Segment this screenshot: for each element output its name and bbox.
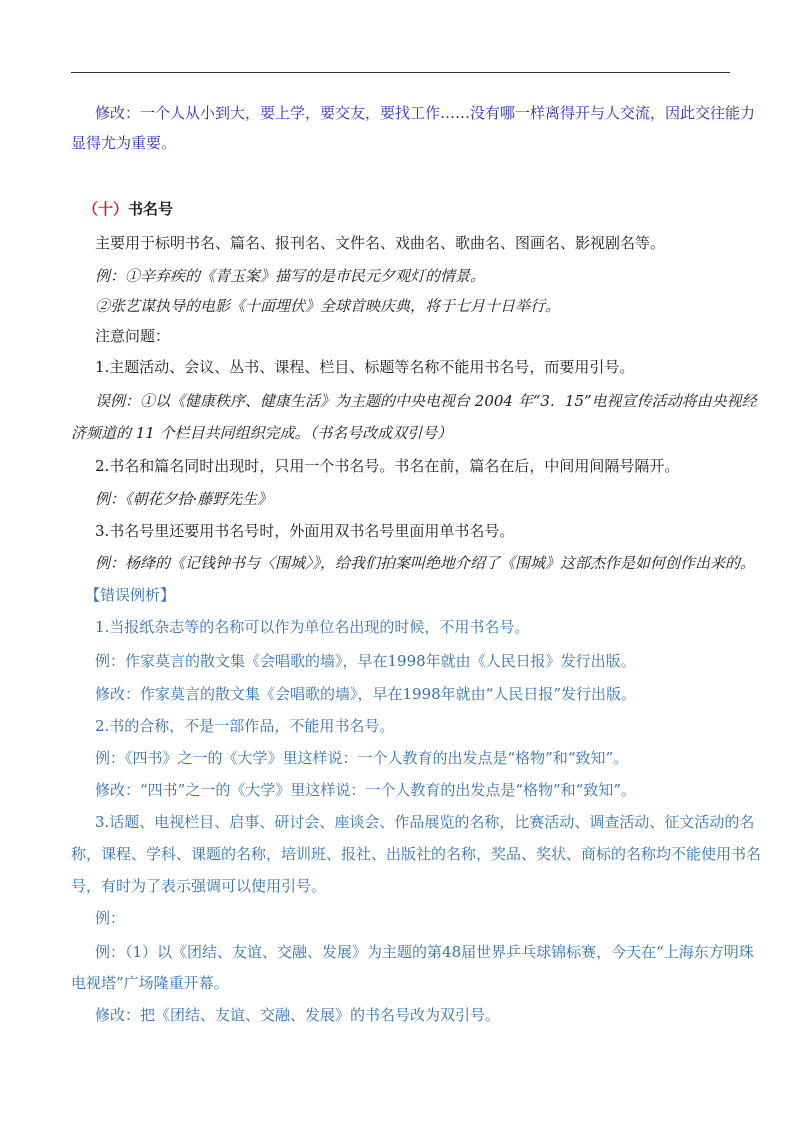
error-2-example: 例：《四书》之一的《大学》里这样说：一个人教育的出发点是“格物”和“致知”。	[95, 749, 629, 767]
definition-text: 主要用于标明书名、篇名、报刊名、文件名、戏曲名、歌曲名、图画名、影视剧名等。	[95, 234, 666, 252]
section-heading-title: 书名号	[128, 200, 174, 218]
rule-3: 3.书名号里还要用书名号时，外面用双书名号里面用单书名号。	[95, 522, 515, 540]
example-3: 例：《朝花夕拾·藤野先生》	[95, 490, 273, 508]
example-2: ②张艺谋执导的电影《十面埋伏》全球首映庆典，将于七月十日举行。	[95, 297, 561, 315]
error-3-rule-line-1: 3.话题、电视栏目、启事、研讨会、座谈会、作品展览的名称，比赛活动、调查活动、征文活动的名	[95, 813, 755, 831]
notes-label: 注意问题：	[95, 327, 171, 345]
error-3-example-line-2: 电视塔”广场隆重开幕。	[71, 974, 229, 992]
error-3-example-line-1: 例：（1）以《团结、友谊、交融、发展》为主题的第48届世界乒乓球锦标赛，今天在“上海东方明珠	[95, 943, 754, 961]
section-heading-number: （十）	[83, 200, 129, 218]
section-heading	[83, 199, 740, 219]
example-4: 例：杨绛的《记钱钟书与〈围城〉》，给我们拍案叫绝地介绍了《围城》这部杰作是如何创作出来的。	[95, 554, 756, 572]
error-3-revision: 修改：把《团结、友谊、交融、发展》的书名号改为双引号。	[95, 1006, 501, 1024]
error-analysis-tag: 【错误例析】	[85, 586, 176, 604]
rule-1: 1.主题活动、会议、丛书、课程、栏目、标题等名称不能用书名号，而要用引号。	[95, 358, 635, 376]
header-divider	[71, 72, 730, 73]
error-3-rule-line-2: 称，课程、学科、课题的名称，培训班、报社、出版社的名称，奖品、奖状、商标的名称均不能使用书名	[71, 845, 762, 863]
error-2-rule: 2.书的合称，不是一部作品，不能用书名号。	[95, 717, 395, 735]
error-1-revision: 修改：作家莫言的散文集《会唱歌的墙》，早在1998年就由“人民日报”发行出版。	[95, 685, 637, 703]
revision-paragraph-line-2: 显得尤为重要。	[71, 134, 177, 152]
wrong-example-line-2: 济频道的 11 个栏目共同组织完成。（书名号改成双引号）	[71, 424, 453, 442]
error-2-revision: 修改：“四书”之一的《大学》里这样说：一个人教育的出发点是“格物”和“致知”。	[95, 781, 637, 799]
error-1-example: 例：作家莫言的散文集《会唱歌的墙》，早在1998年就由《人民日报》发行出版。	[95, 652, 636, 670]
error-3-example-label: 例：	[95, 909, 126, 927]
wrong-example-line-1: 误例：①以《健康秩序、健康生活》为主题的中央电视台 2004 年“3．15”电视宣传活动将由央视经	[95, 392, 757, 410]
example-1: 例：①辛弃疾的《青玉案》描写的是市民元夕观灯的情景。	[95, 267, 486, 285]
revision-paragraph-line-1: 修改：一个人从小到大，要上学，要交友，要找工作……没有哪一样离得开与人交流，因此交往能力	[95, 104, 756, 122]
error-1-rule: 1.当报纸杂志等的名称可以作为单位名出现的时候，不用书名号。	[95, 618, 530, 636]
error-3-rule-line-3: 号，有时为了表示强调可以使用引号。	[71, 877, 327, 895]
rule-2: 2.书名和篇名同时出现时，只用一个书名号。书名在前，篇名在后，中间用间隔号隔开。	[95, 457, 680, 475]
